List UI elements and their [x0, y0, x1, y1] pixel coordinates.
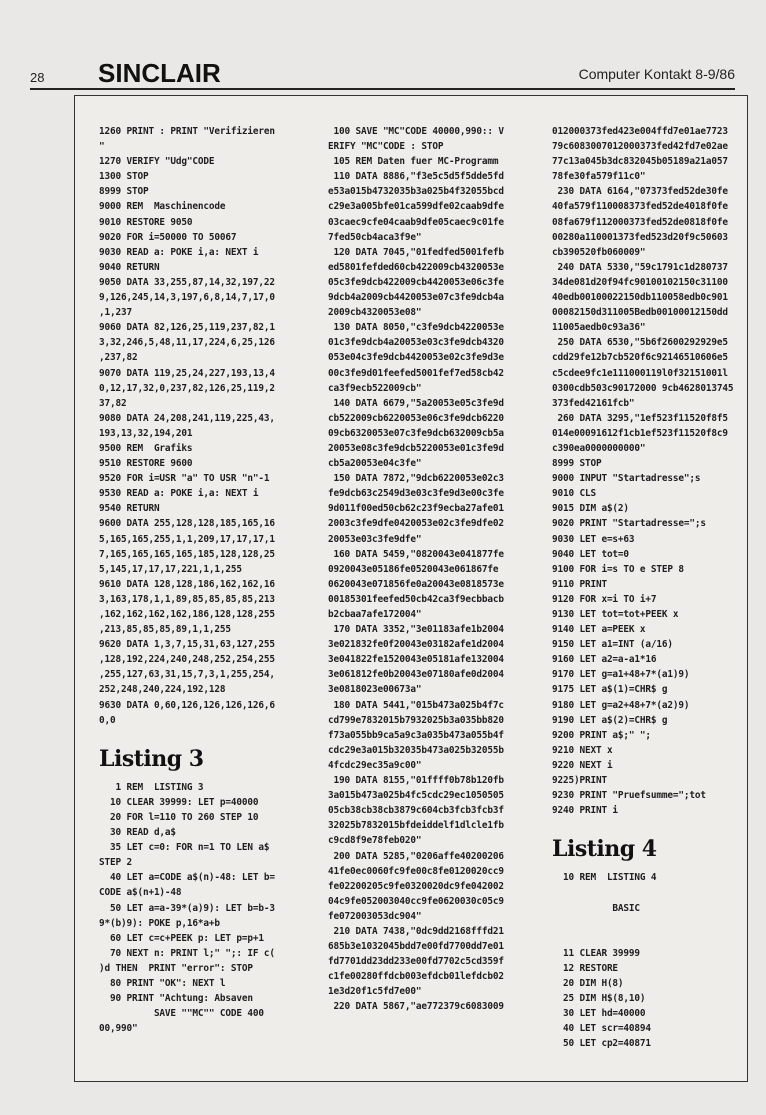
page-header: [30, 58, 735, 90]
code-listing-2-end: 1260 PRINT : PRINT "Verifizieren " 1270 VERIFY "Udg"CODE 1300 STOP 8999 STOP 9000 REM Maschinencode 9010 RESTORE 9050 9020 FOR i=50000 TO 50067 9030 READ a: POKE i,a: NEXT i 9040 RETURN 9050 DATA 33,255,87,14,32,197,22 9,126,245,14,3,197,6,8,14,7,17,0 ,1,237 9060 DATA 82,126,25,119,237,82,1 3,32,246,5,48,11,17,224,6,25,126 ,237,82 9070 DATA 119,25,24,227,193,13,4 0,12,17,32,0,237,82,126,25,119,2 37,82 9080 DATA 24,208,241,119,225,43, 193,13,32,194,201 9500 REM Grafiks 9510 RESTORE 9600 9520 FOR i=USR "a" TO USR "n"-1 9530 READ a: POKE i,a: NEXT i 9540 RETURN 9600 DATA 255,128,128,185,165,16 5,165,165,255,1,1,209,17,17,17,1 7,165,165,165,165,185,128,128,25 5,145,17,17,17,221,1,1,255 9610 DATA 128,128,186,162,162,16 3,163,178,1,1,89,85,85,85,85,213 ,162,162,162,162,186,128,128,255 ,213,85,85,85,89,1,1,255 9620 DATA 1,3,7,15,31,63,127,255 ,128,192,224,240,248,252,254,255 ,255,127,63,31,15,7,3,1,255,254, 252,248,240,224,192,128 9630 DATA 0,60,126,126,126,126,6 0,0: [99, 126, 275, 726]
magazine-title: SINCLAIR: [98, 58, 221, 88]
column-left: [99, 124, 295, 1036]
listing-4-heading: Listing 4: [552, 836, 657, 863]
issue-label: Computer Kontakt 8-9/86: [578, 66, 735, 82]
listing-3-heading: Listing 3: [99, 745, 204, 772]
code-listing-3-end: 012000373fed423e004ffd7e01ae7723 79c6083007012000373fed42fd7e02ae 77c13a045b3dc832045b05189a21a057 78fe30fa579f11c0" 230 DATA 6164,"07373fed52de30fe 40fa579f110008373fed52de4018f0fe 08fa679f112000373fed52de0818f0fe 00280a110001373fed523d20f9c50603 cb390520fb060009" 240 DATA 5330,"59c1791c1d280737 34de081d20f94fc90100102150c31100 40edb00100022150db110058edb0c901 00082150d311005Bedb00100012150dd 11005aedb0c93a36" 250 DATA 6530,"5b6f2600292929e5 cdd29fe12b7cb520f6c92146510606e5 c5cdee9fc1e111000119l0f32151001l 0300cdb503c90172000 9cb4628013745 373fed42161fcb" 260 DATA 3295,"1ef523f11520f8f5 014e00091612f1cb1ef523f11520f8c9 c390ea0000000000" 8999 STOP 9000 INPUT "Startadresse";s 9010 CLS 9015 DIM a$(2) 9020 PRINT "Startadresse=";s 9030 LET e=s+63 9040 LET tot=0 9100 FOR i=s TO e STEP 8 9110 PRINT 9120 FOR x=i TO i+7 9130 LET tot=tot+PEEK x 9140 LET a=PEEK x 9150 LET a1=INT (a/16) 9160 LET a2=a-a1*16 9170 LET g=a1+48+7*(a1)9) 9175 LET a$(1)=CHR$ g 9180 LET g=a2+48+7*(a2)9) 9190 LET a$(2)=CHR$ g 9200 PRINT a$;" "; 9210 NEXT x 9220 NEXT i 9225)PRINT 9230 PRINT "Pruefsumme=";tot 9240 PRINT i: [552, 126, 734, 817]
page-number: 28: [30, 70, 45, 85]
code-listing-3-data: 100 SAVE "MC"CODE 40000,990:: V ERIFY "MC"CODE : STOP 105 REM Daten fuer MC-Programm 110 DATA 8886,"f3e5c5d5f5dde5fd e53a015b4732035b3a025b4f32055bcd c29e3a005bfe01ca599dfe02caab9dfe 03caec9cfe04caab9dfe05caec9c01fe 7fed50cb4aca3f9e" 120 DATA 7045,"01fedfed5001fefb ed5801fefded60cb422009cb4320053e 05c3fe9dcb422009cb4420053e06c3fe 9dcb4a2009cb4420053e07c3fe9dcb4a 2009cb4320053e08" 130 DATA 8050,"c3fe9dcb4220053e 01c3fe9dcb4a20053e03c3fe9dcb4320 053e04c3fe9dcb4420053e02c3fe9d3e 00c3fe9d01feefed5001fef7ed58cb42 ca3f9ecb522009cb" 140 DATA 6679,"5a20053e05c3fe9d cb522009cb6220053e06c3fe9dcb6220 09cb6320053e07c3fe9dcb632009cb5a 20053e08c3fe9dcb5220053e01c3fe9d cb5a20053e04c3fe" 150 DATA 7872,"9dcb6220053e02c3 fe9dcb63c2549d3e03c3fe9d3e00c3fe 9d011f00ed50cb62c23f9ecba27afe01 2003c3fe9dfe0420053e02c3fe9dfe02 20053e03c3fe9dfe" 160 DATA 5459,"0820043e041877fe 0920043e05186fe0520043e061867fe 0620043e071856fe0a20043e0818573e 00185301feefed50cb42ca3f9ecbbacb b2cbaa7afe172004" 170 DATA 3352,"3e01183afe1b2004 3e021832fe0f20043e03182afe1d2004 3e041822fe1520043e05181afe132004 3e061812fe0b20043e07180afe0d2004 3e0818023e00673a" 180 DATA 5441,"015b473a025b4f7c cd799e7832015b7932025b3a035bb820 f73a055bb9ca5a9c3a035b473a055b4f cdc29e3a015b32035b473a025b32055b 4fcdc29ec35a9c00" 190 DATA 8155,"01ffff0b78b120fb 3a015b473a025b4fc5cdc29ec1050505 05cb38cb38cb3879c604cb3fcb3fcb3f 32025b7832015bfdeiddelf1dlcle1fb c9cd8f9e78feb020" 200 DATA 5285,"0206affe40200206 41fe0ec0060fc9fe00c8fe0120020cc9 fe02200205c9fe0320020dc9fe042002 04c9fe052003040cc9fe0620030c05c9 fe072003053dc904" 210 DATA 7438,"0dc9dd2168fffd21 685b3e1032045bdd7e00fd7700dd7e01 fd7701dd23dd233e00fd7702c5cd359f c1fe00280ffdcb003efdcb01lefdcb02 1e3d20f1c5fd7e00" 220 DATA 5867,"ae772379c6083009: [328, 126, 504, 1013]
code-listing-4-start: 10 REM LISTING 4 BASIC 11 CLEAR 39999 12 RESTORE 20 DIM H(8) 25 DIM H$(8,10) 30 LET hd=40000 40 LET scr=40894 50 LET cp2=40871: [562, 872, 657, 1050]
column-right: [552, 124, 742, 1051]
listing-frame: [74, 95, 748, 1082]
column-middle: [328, 124, 530, 1015]
code-listing-3-start: 1 REM LISTING 3 10 CLEAR 39999: LET p=40000 20 FOR l=110 TO 260 STEP 10 30 READ d,a$ 35 LET c=0: FOR n=1 TO LEN a$ STEP 2 40 LET a=CODE a$(n)-48: LET b= CODE a$(n+1)-48 50 LET a=a-39*(a)9): LET b=b-3 9*(b)9): POKE p,16*a+b 60 LET c=c+PEEK p: LET p=p+1 70 NEXT n: PRINT l;" ";: IF c( )d THEN PRINT "error": STOP 80 PRINT "OK": NEXT l 90 PRINT "Achtung: Absaven SAVE ""MC"" CODE 400 00,990": [99, 781, 275, 1035]
